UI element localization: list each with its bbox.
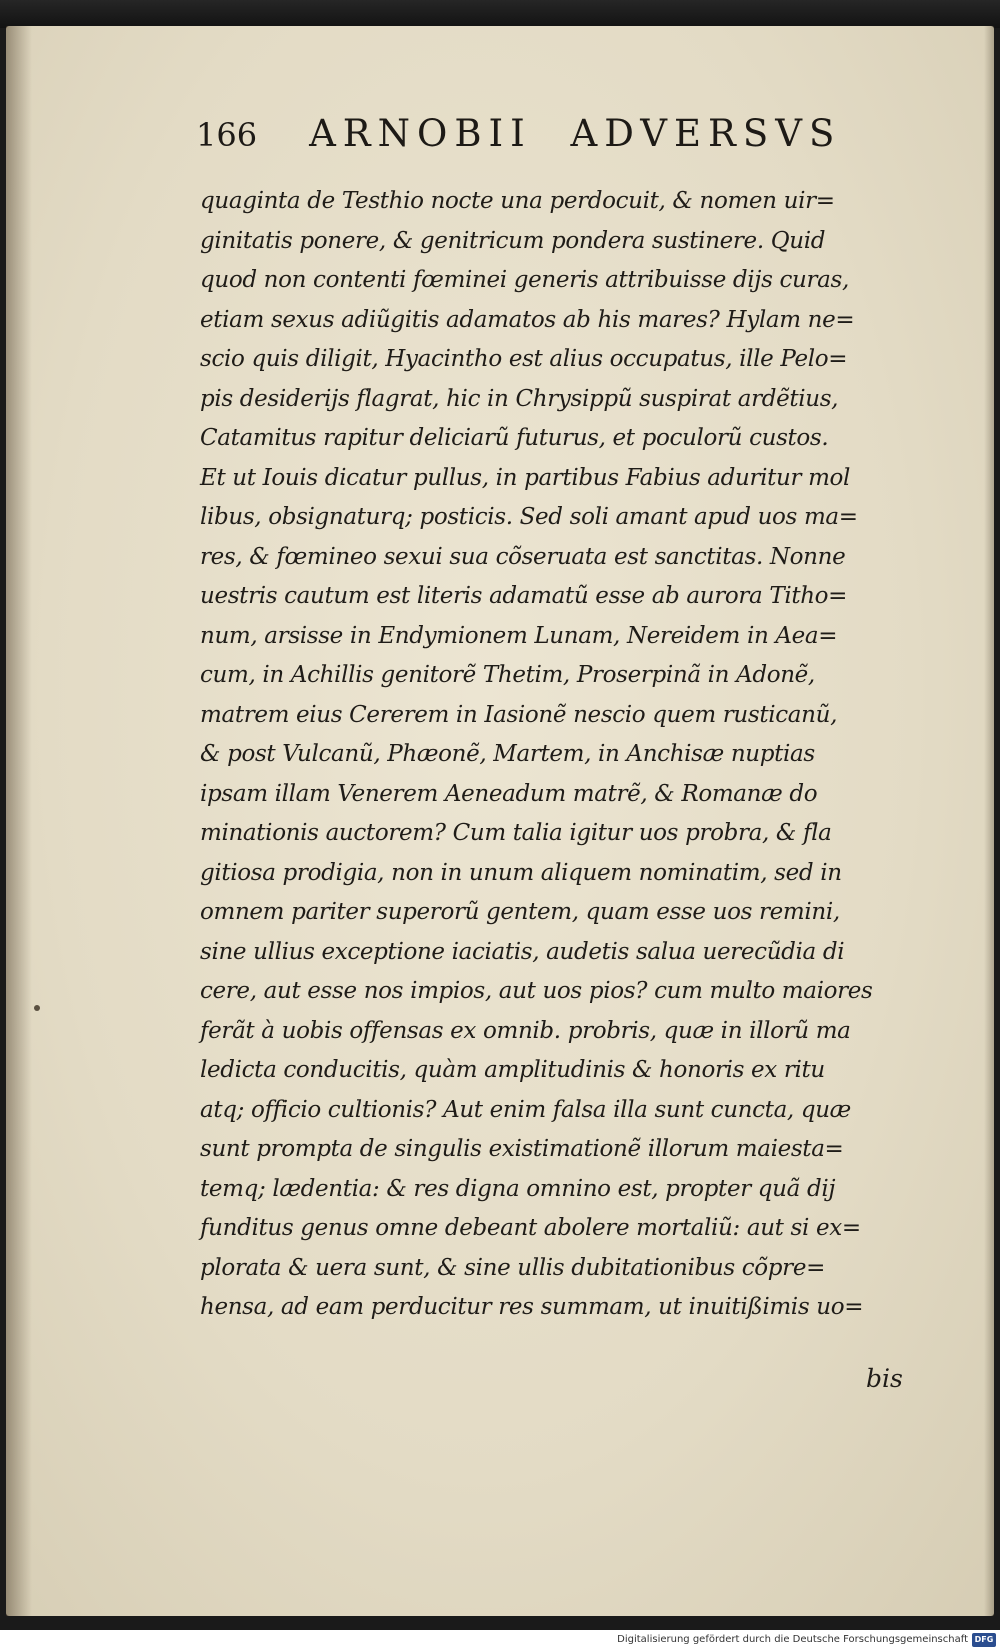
ink-speck [34,1005,40,1011]
running-head [196,112,841,172]
text-line: uestris cautum est literis adamatũ esse ab aurora Titho= [200,583,848,609]
spine-shadow [6,26,32,1616]
text-line: sunt prompta de singulis existimationẽ illorum maiesta= [200,1136,844,1162]
text-line: num, arsisse in Endymionem Lunam, Nereidem in Aea= [200,622,838,649]
text-line: quaginta de Testhio nocte una perdocuit, & nomen uir= [200,188,835,214]
text-line: Catamitus rapitur deliciarũ futurus, et poculorũ custos. [200,425,829,451]
page-edge-shadow [984,26,994,1616]
text-line: sine ullius exceptione iaciatis, audetis salua uerecũdia di [200,938,845,965]
text-line: quod non contenti fœminei generis attribuisse dijs curas, [200,267,849,293]
catchword: bis [866,1364,903,1393]
text-line: cum, in Achillis genitorẽ Thetim, Proserpinã in Adonẽ, [200,662,815,688]
text-line: ferãt à uobis offensas ex omnib. probris, quæ in illorũ ma [200,1017,851,1044]
digitization-footer [0,1630,1000,1652]
text-line: pis desiderijs flagrat, hic in Chrysippũ suspirat ardẽtius, [200,385,839,412]
funding-credit: Digitalisierung gefördert durch die Deutsche Forschungsgemeinschaft [617,1634,968,1645]
scan-top-border [0,0,1000,28]
text-line: Et ut Iouis dicatur pullus, in partibus Fabius aduritur mol [200,464,851,491]
text-line: hensa, ad eam perducitur res summam, ut inuitißimis uo= [200,1294,864,1320]
text-line: scio quis diligit, Hyacintho est alius occupatus, ille Pelo= [200,346,848,372]
text-line: ledicta conducitis, quàm amplitudinis & honoris ex ritu [200,1057,825,1083]
text-line: res, & fœmineo sexui sua cõseruata est sanctitas. Nonne [200,543,846,570]
text-line: plorata & uera sunt, & sine ullis dubitationibus cõpre= [200,1254,826,1281]
running-title: ARNOBII ADVERSVS [309,112,842,155]
body-text [200,182,918,1328]
text-line: omnem pariter superorũ gentem, quam esse uos remini, [200,899,840,925]
text-line: atq; officio cultionis? Aut enim falsa illa sunt cuncta, quæ [200,1096,851,1123]
dfg-logo: DFG [972,1633,996,1647]
text-line: & post Vulcanũ, Phæonẽ, Martem, in Anchisæ nuptias [200,741,815,767]
text-line: minationis auctorem? Cum talia igitur uos probra, & fla [200,820,832,846]
text-line: libus, obsignaturq; posticis. Sed soli amant apud uos ma= [200,504,858,530]
text-line: gitiosa prodigia, non in unum aliquem nominatim, sed in [200,859,842,886]
text-line: funditus genus omne debeant abolere mortaliũ: aut si ex= [200,1215,861,1241]
text-line: etiam sexus adiũgitis adamatos ab his mares? Hylam ne= [200,306,855,333]
text-line: matrem eius Cererem in Iasionẽ nescio quem rusticanũ, [200,701,838,728]
text-line: cere, aut esse nos impios, aut uos pios? cum multo maiores [200,978,873,1004]
text-line: ginitatis ponere, & genitricum pondera sustinere. Quid [200,227,826,254]
text-line: ipsam illam Venerem Aeneadum matrẽ, & Romanæ do [200,780,818,807]
text-line: temq; lædentia: & res digna omnino est, propter quã dij [200,1175,836,1202]
page-number: 166 [196,116,258,154]
